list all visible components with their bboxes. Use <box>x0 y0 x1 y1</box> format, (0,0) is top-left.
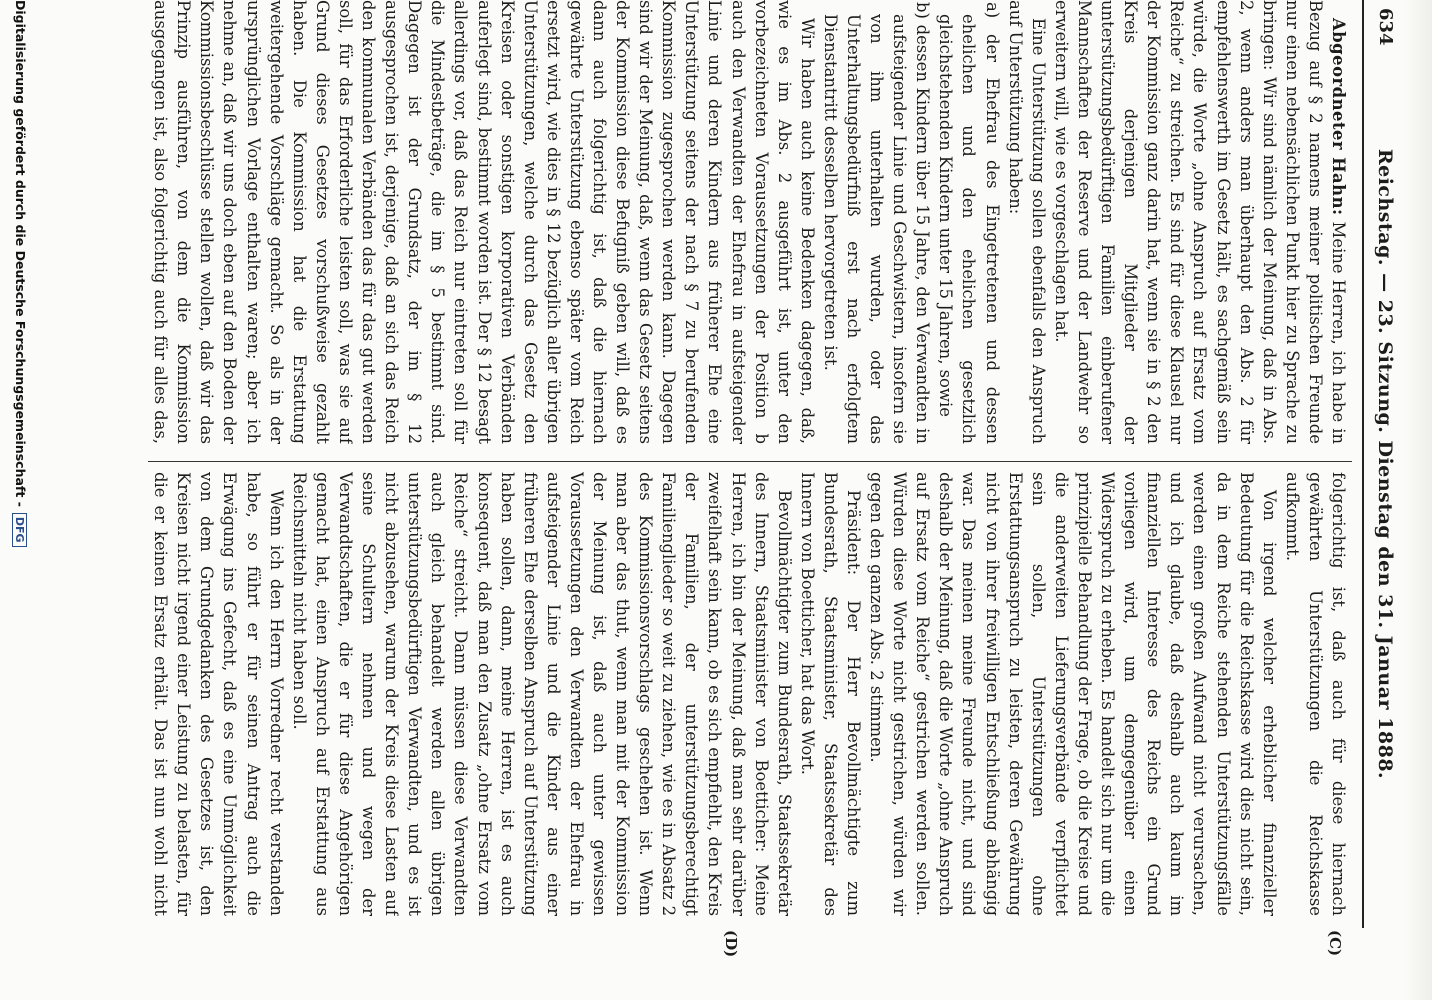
speaker-name: Abgeordneter Hahn: <box>1329 18 1348 216</box>
list-item: a) der Ehefrau des Eingetretenen und dessen ehelichen und den ehelichen gesetzlich gleichstehenden Kindern unter 15 Jahren, sowie <box>936 2 1002 444</box>
column-divider <box>148 461 1352 462</box>
footer-credit: Digitalisierung gefördert durch die Deutsche Forschungsgemeinschaft - <box>13 0 28 507</box>
paragraph: Eine Unterstützung sollen ebenfalls den Anspruch auf Unterstützung haben: <box>1005 0 1048 444</box>
speech-text: auf § 2 namens meiner politischen Freunde nur einen nebensächlichen Punkt hier zu Sprache zu bringen: Wir sind nämlich der Meinung, daß in Abs. 2, wenn anders man überhaupt den Abs. 2 für empfehlenswerth im Gesetz hält, es sachgemäß sein würde, die Worte „ohne Anspruch auf Ersatz vom Reiche“ zu streichen. Es sind für diese Klausel nur der Kommission ganz darin hat, wenn sie in § 2 den Kreis derjenigen Mitglieder der unterstützungsbedürftigen Familien einberufener Mannschaften der Reserve und der Landwehr so erweitern will, wie es vorgeschlagen hat. <box>1051 0 1325 444</box>
right-text-column <box>150 472 1350 916</box>
page-header <box>1356 0 1400 928</box>
paragraph: Wenn ich den Herrn Vorredner recht verstanden habe, so führt er für seinen Antrag auch die Erwägung ins Gefecht, daß es eine Unmöglichkeit von dem Grundgedanken des Gesetzes ist, den Kreisen nicht irgend einer Leistung zu belasten, für die er keinen Ersatz erhält. Das ist nun wohl nicht <box>151 472 286 916</box>
speech-opening: Meine Herren, ich habe in Bezug <box>1305 0 1348 444</box>
paragraph: folgerichtig ist, daß auch für diese hiernach gewährten Unterstützungen die Reichskasse aufkommt. <box>1282 472 1348 916</box>
digitization-footer <box>6 0 28 928</box>
left-text-column <box>150 0 1350 444</box>
page-number: 634 <box>1375 8 1396 46</box>
list-item: b) dessen Kindern über 15 Jahre, den Verwandten in aufsteigender Linie und Geschwistern, insofern sie von ihm unterhalten wurden, oder das Unterhaltungsbedürfniß erst nach erfolgtem Dienstantritt desselben hervorgetreten ist. <box>820 2 933 444</box>
header-rule <box>1362 0 1364 928</box>
paragraph: Von irgend welcher erheblicher finanzieller Bedeutung für die Reichskasse wird dies nicht sein, da in dem Reiche stehenden Unterstützungsfälle werden einen großen Aufwand nicht verursachen, und ich glaube, daß deshalb auch kaum im finanziellen Interesse des Reichs ein Grund vorliegen wird, um demgegenüber einen Widerspruch zu erheben. Es handelt sich nur um die prinzipielle Behandlung der Frage, ob die Kreise und die anderweiten Lieferungsverbände verpflichtet sein sollen, Unterstützungen ohne Erstattungsanspruch zu leisten, deren Gewährung nicht von ihrer freiwilligen Entschließung abhängig war. Das meinen meine Freunde nicht, und sind deshalb der Meinung, daß die Worte „ohne Anspruch auf Ersatz vom Reiche“ gestrichen werden sollen. Würden diese Worte nicht gestrichen, würden wir gegen den ganzen Abs. 2 stimmen. <box>867 472 1279 916</box>
paragraph: Präsident: Der Herr Bevollmächtigte zum Bundesrath, Staatsminister, Staatssekretär des Innern von Boetticher, hat das Wort. <box>797 472 864 916</box>
dfg-logo: DFG <box>12 513 27 547</box>
paragraph <box>1050 0 1350 444</box>
running-title: Reichstag. — 23. Sitzung. Dienstag den 31. Januar 1888. <box>1374 148 1396 780</box>
margin-letter-d: (D) <box>722 930 740 958</box>
scan-edge-shadow <box>1404 0 1432 1000</box>
paragraph: Wir haben auch keine Bedenken dagegen, daß, wie es im Abs. 2 ausgeführt ist, unter den vorbezeichneten Voraussetzungen der Position b auch den Verwandten der Ehefrau in aufsteigender Linie und deren Kindern aus früherer Ehe eine Unterstützung seitens der nach § 7 zu berufenden Kommission zugesprochen werden kann. Dagegen sind wir der Meinung, daß, wenn das Gesetz seitens der Kommission diese Befugniß geben will, daß es dann auch folgerichtig ist, daß die hiernach gewährte Unterstützung ebenso später vom Reich ersetzt wird, wie dies in § 12 bezüglich aller übrigen Unterstützungen, welche durch das Gesetz den Kreisen oder sonstigen korporativen Verbänden auferlegt sind, bestimmt worden ist. Der § 12 besagt allerdings vor, daß das Reich nur eintreten soll für die Mindestbeträge, die im § 5 bestimmt sind. Dagegen ist der Grundsatz, der im § 12 ausgesprochen ist, derjenige, daß an sich das Reich den kommunalen Verbänden das für das gut werden soll, für das Erforderliche leisten soll, was sie auf Grund dieses Gesetzes vorschußweise gezahlt haben. Die Kommission hat die Erstattung weitergehende Vorschläge gemacht. So als in der ursprünglichen Vorlage enthalten waren; aber ich nehme an, daß wir uns doch eben auf den Boden der Kommissionsbeschlüsse stellen wollen, daß wir das Prinzip ausführen, von dem die Kommission ausgegangen ist, also folgerichtig auch für alles das, <box>151 0 817 444</box>
margin-letter-c: (C) <box>1326 930 1344 957</box>
paragraph: Bevollmächtigter zum Bundesrath, Staatssekretär des Innern, Staatsminister von Boetticher: Meine Herren, ich bin der Meinung, daß man sehr darüber zweifelhaft sein kann, ob es sich empfiehlt, den Kreis der Familien, der unterstützungsberechtigt Familienglieder so weit zu ziehen, wie es in Absatz 2 des Kommissionsvorschlags geschehen ist. Wenn man aber das thut, wenn man mit der Kommission der Meinung ist, daß auch unter gewissen Voraussetzungen den Verwandten der Ehefrau in aufsteigender Linie und die Kinder aus einer früheren Ehe derselben Anspruch auf Unterstützung haben sollen, dann, meine Herren, ist es auch konsequent, daß man den Zusatz „ohne Ersatz vom Reiche“ streicht. Dann müssen diese Verwandten auch gleich behandelt werden allen übrigen unterstützungsbedürftigen Verwandten, und es ist nicht abzusehen, warum der Kreis diese Lasten auf seine Schultern nehmen und wegen der Verwandtschaften, die er für diese Angehörigen gemacht hat, einen Anspruch auf Erstattung aus Reichsmitteln nicht haben soll. <box>289 472 794 916</box>
